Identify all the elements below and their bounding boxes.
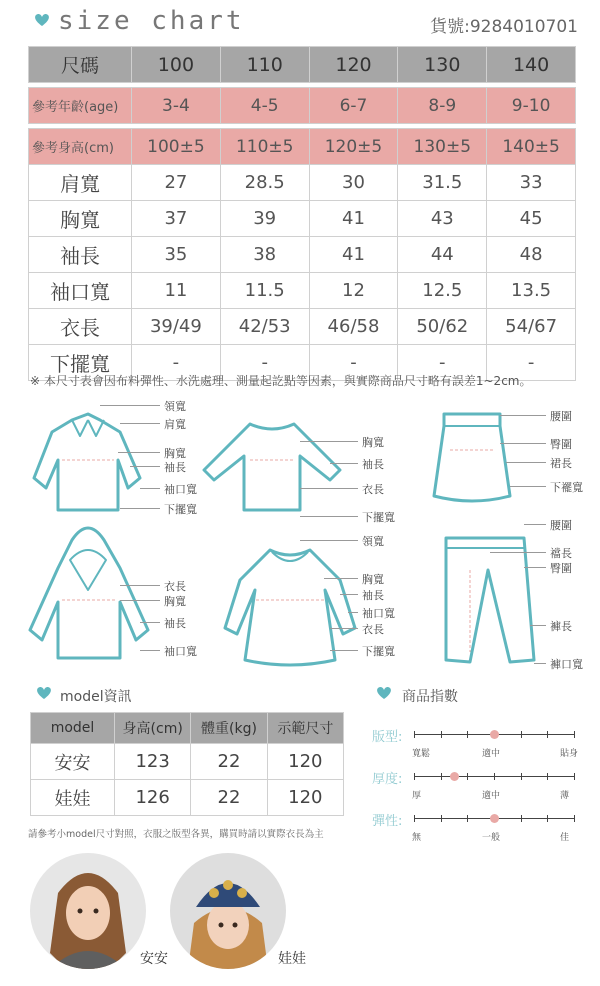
model-photo-anan — [30, 853, 146, 969]
diagram-label: 裙長 — [550, 457, 572, 470]
model-photo-wawa — [170, 853, 286, 969]
index-tick — [547, 731, 548, 738]
index-tick — [467, 773, 468, 780]
table-cell: 54/67 — [487, 309, 576, 345]
diagram-label: 袖長 — [362, 458, 384, 471]
skirt-icon — [434, 414, 510, 501]
diagram-label: 袖長 — [164, 461, 186, 474]
table-row — [29, 201, 576, 237]
table-cell: 31.5 — [398, 165, 487, 201]
height-row — [29, 129, 576, 165]
diagram-label: 下擺寬 — [362, 511, 395, 524]
table-cell: 39/49 — [132, 309, 221, 345]
table-cell: 39 — [220, 201, 309, 237]
hoodie-icon — [30, 528, 148, 658]
table-cell: 9-10 — [487, 88, 576, 124]
diagram-label: 臀圍 — [550, 562, 572, 575]
index-tick — [494, 773, 495, 780]
pants-icon — [446, 538, 534, 662]
page-title: size chart — [58, 6, 245, 36]
index-tick — [441, 731, 442, 738]
table-cell: 42/53 — [220, 309, 309, 345]
index-tick — [574, 731, 575, 738]
diagram-label: 胸寬 — [362, 436, 384, 449]
table-row — [29, 273, 576, 309]
index-scale-word: 適中 — [482, 791, 501, 801]
table-cell: 50/62 — [398, 309, 487, 345]
diagram-label: 袖長 — [164, 617, 186, 630]
table-cell: 11.5 — [220, 273, 309, 309]
index-scale-word: 佳 — [560, 833, 570, 843]
diagram-label: 衣長 — [362, 483, 384, 496]
table-cell: 4-5 — [220, 88, 309, 124]
diagram-label: 袖長 — [362, 589, 384, 602]
table-row — [29, 165, 576, 201]
diagram-label: 下擺寬 — [164, 503, 197, 516]
diagram-label: 腰圍 — [550, 410, 572, 423]
table-cell: 130 — [398, 47, 487, 83]
index-section-title: 商品指數 — [402, 689, 458, 705]
table-cell: 41 — [309, 201, 398, 237]
table-cell: 30 — [309, 165, 398, 201]
index-marker — [490, 814, 499, 823]
table-cell: 示範尺寸 — [267, 713, 343, 744]
garment-diagrams — [0, 390, 600, 680]
table-cell: 44 — [398, 237, 487, 273]
table-cell: 45 — [487, 201, 576, 237]
table-cell: 22 — [191, 780, 267, 816]
table-cell: 100±5 — [132, 129, 221, 165]
index-tick — [547, 773, 548, 780]
table-cell: 娃娃 — [31, 780, 115, 816]
index-tick — [467, 731, 468, 738]
diagram-label: 衣長 — [362, 623, 384, 636]
table-cell: 110±5 — [220, 129, 309, 165]
table-cell: 38 — [220, 237, 309, 273]
index-label: 厚度: — [372, 772, 403, 787]
table-cell: 8-9 — [398, 88, 487, 124]
table-cell: 126 — [115, 780, 191, 816]
table-cell: 體重(kg) — [191, 713, 267, 744]
table-row — [29, 237, 576, 273]
heart-icon — [376, 685, 392, 701]
table-cell: 尺碼 — [29, 47, 132, 83]
table-cell: - — [398, 345, 487, 381]
index-label: 彈性: — [372, 814, 403, 829]
table-cell: 120 — [309, 47, 398, 83]
row-label: 下擺寬 — [29, 345, 132, 381]
diagram-label: 袖口寬 — [164, 645, 197, 658]
table-cell: 11 — [132, 273, 221, 309]
index-tick — [414, 731, 415, 738]
heart-icon — [34, 12, 50, 28]
index-scale-word: 厚 — [412, 791, 422, 801]
diagram-label: 褲長 — [550, 620, 572, 633]
index-marker — [490, 730, 499, 739]
index-marker — [450, 772, 459, 781]
row-label: 參考年齡(age) — [29, 88, 132, 124]
table-row — [29, 309, 576, 345]
index-tick — [414, 815, 415, 822]
diagram-label: 襠長 — [550, 547, 572, 560]
index-tick — [467, 815, 468, 822]
diagram-label: 腰圍 — [550, 519, 572, 532]
diagram-label: 肩寬 — [164, 418, 186, 431]
index-tick — [441, 815, 442, 822]
table-cell: - — [487, 345, 576, 381]
index-scale-word: 無 — [412, 833, 422, 843]
index-tick — [574, 815, 575, 822]
diagram-label: 臀圍 — [550, 438, 572, 451]
table-row — [31, 780, 344, 816]
model-name: 安安 — [140, 951, 168, 967]
table-cell: 27 — [132, 165, 221, 201]
row-label: 袖長 — [29, 237, 132, 273]
table-row — [31, 744, 344, 780]
diagram-label: 胸寬 — [164, 447, 186, 460]
diagram-label: 領寬 — [164, 400, 186, 413]
table-cell: 123 — [115, 744, 191, 780]
table-cell: - — [132, 345, 221, 381]
model-table — [30, 712, 344, 816]
row-label: 胸寬 — [29, 201, 132, 237]
model-header-row — [31, 713, 344, 744]
table-cell: 48 — [487, 237, 576, 273]
diagram-label: 領寬 — [362, 535, 384, 548]
table-cell: 46/58 — [309, 309, 398, 345]
table-cell: - — [220, 345, 309, 381]
table-cell: 3-4 — [132, 88, 221, 124]
table-cell: 安安 — [31, 744, 115, 780]
table-cell: 35 — [132, 237, 221, 273]
table-cell: 12 — [309, 273, 398, 309]
table-cell: 120 — [267, 780, 343, 816]
index-scale-word: 薄 — [560, 791, 570, 801]
age-row — [29, 88, 576, 124]
diagram-label: 下擺寬 — [362, 645, 395, 658]
index-label: 版型: — [372, 730, 403, 745]
index-scale-word: 適中 — [482, 749, 501, 759]
index-tick — [521, 731, 522, 738]
table-cell: 130±5 — [398, 129, 487, 165]
table-cell: 41 — [309, 237, 398, 273]
table-cell: 12.5 — [398, 273, 487, 309]
diagram-label: 胸寬 — [362, 573, 384, 586]
diagram-label: 下襬寬 — [550, 481, 583, 494]
row-label: 肩寬 — [29, 165, 132, 201]
index-tick — [521, 773, 522, 780]
table-cell: 6-7 — [309, 88, 398, 124]
table-cell: 13.5 — [487, 273, 576, 309]
diagram-label: 衣長 — [164, 580, 186, 593]
index-tick — [414, 773, 415, 780]
index-tick — [521, 815, 522, 822]
heart-icon — [36, 685, 52, 701]
model-note: 請參考小model尺寸對照，衣服之版型各異，購買時請以實際衣長為主 — [28, 829, 324, 840]
table-cell: 22 — [191, 744, 267, 780]
raglan-icon — [204, 424, 340, 510]
table-cell: 33 — [487, 165, 576, 201]
diagram-label: 褲口寬 — [550, 658, 583, 671]
table-cell: 120±5 — [309, 129, 398, 165]
diagram-label: 袖口寬 — [164, 483, 197, 496]
table-cell: 43 — [398, 201, 487, 237]
table-cell: 140 — [487, 47, 576, 83]
table-cell: - — [309, 345, 398, 381]
row-label: 袖口寬 — [29, 273, 132, 309]
table-cell: 100 — [132, 47, 221, 83]
model-name: 娃娃 — [278, 951, 306, 967]
table-cell: 140±5 — [487, 129, 576, 165]
index-scale-word: 寬鬆 — [412, 749, 431, 759]
size-table — [28, 46, 576, 381]
index-tick — [547, 815, 548, 822]
table-cell: 110 — [220, 47, 309, 83]
index-scale-word: 一般 — [482, 833, 501, 843]
table-cell: 37 — [132, 201, 221, 237]
dress-icon — [225, 550, 355, 665]
shirt-icon — [34, 414, 140, 510]
row-label: 參考身高(cm) — [29, 129, 132, 165]
index-tick — [574, 773, 575, 780]
index-scale-word: 貼身 — [560, 749, 579, 759]
table-cell: model — [31, 713, 115, 744]
diagram-label: 袖口寬 — [362, 607, 395, 620]
diagram-label: 胸寬 — [164, 595, 186, 608]
product-code: 貨號:9284010701 — [430, 17, 578, 37]
row-label: 衣長 — [29, 309, 132, 345]
table-cell: 120 — [267, 744, 343, 780]
index-tick — [441, 773, 442, 780]
model-section-title: model資訊 — [60, 689, 132, 705]
size-header-row — [29, 47, 576, 83]
measurement-note: ※ 本尺寸表會因布料彈性、水洗處理、測量起訖點等因素，與實際商品尺寸略有誤差1~2cm。 — [30, 374, 532, 388]
table-cell: 28.5 — [220, 165, 309, 201]
table-cell: 身高(cm) — [115, 713, 191, 744]
